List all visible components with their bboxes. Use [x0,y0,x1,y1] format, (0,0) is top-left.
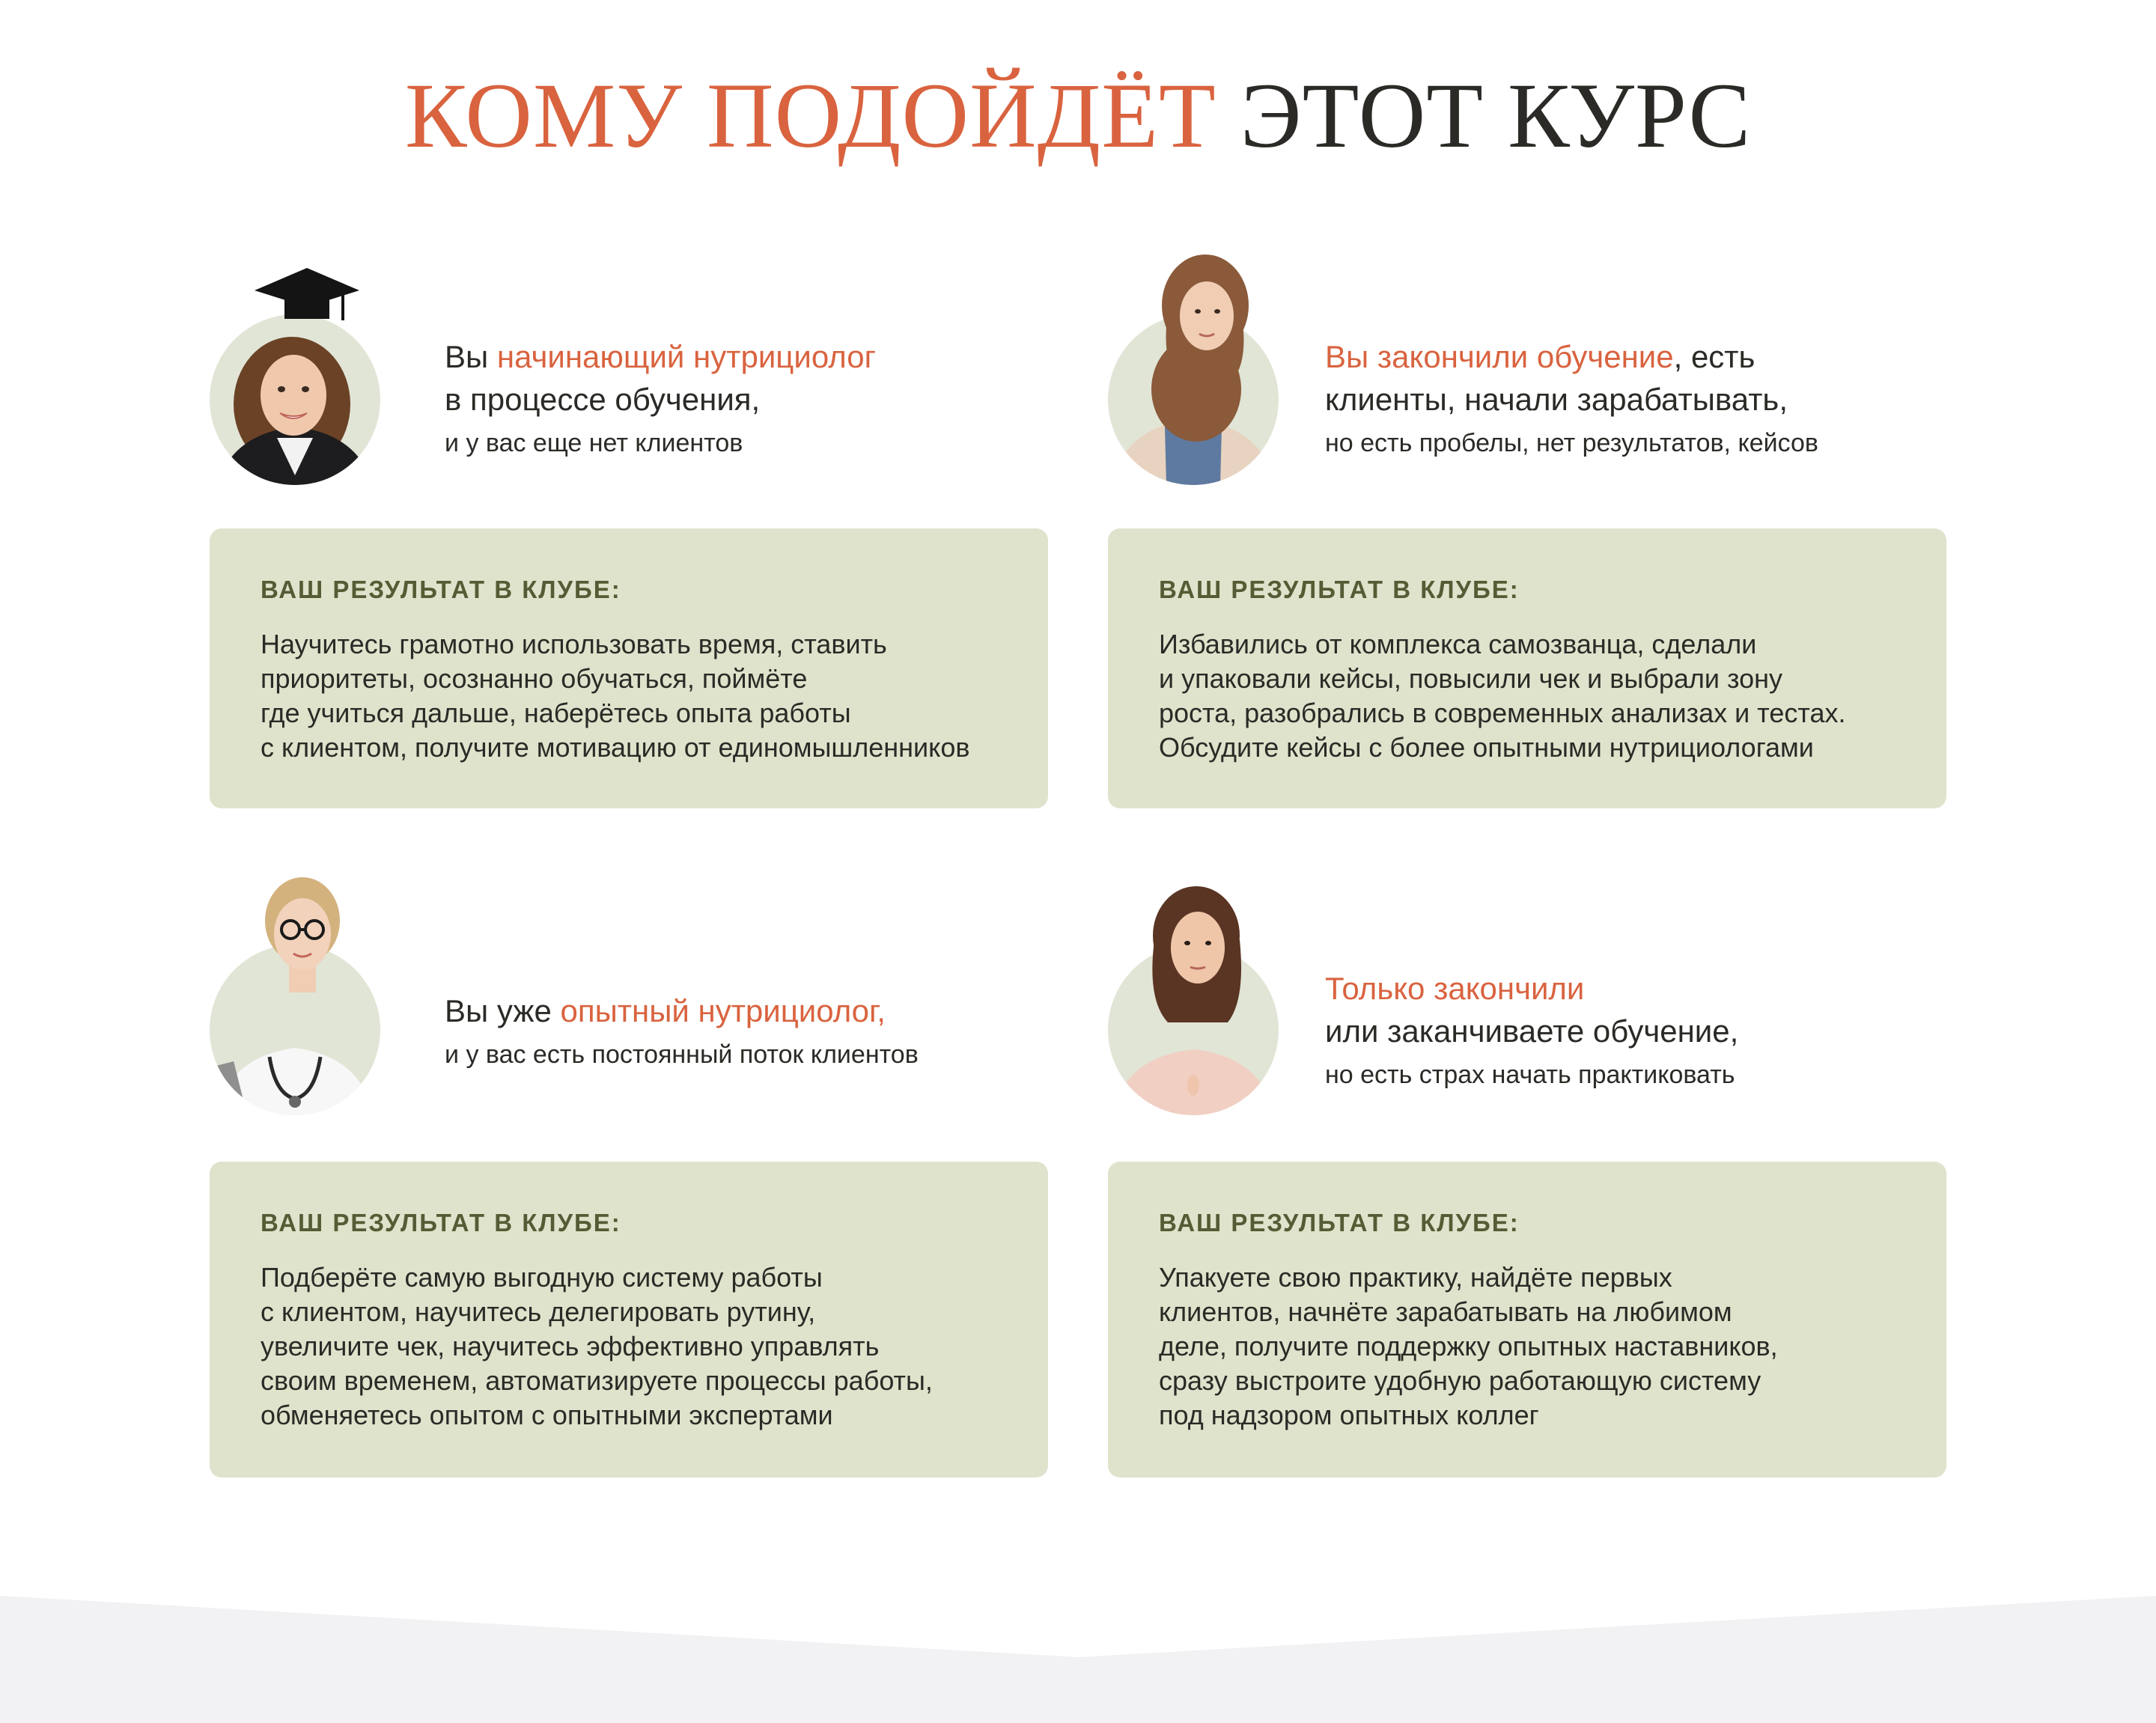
section-title [0,60,2156,172]
persona-1-lead [445,335,876,378]
avatar-background [210,314,380,485]
card-line: обменяетесь опытом с опытными экспертами [261,1400,833,1430]
card-label: ВАШ РЕЗУЛЬТАТ В КЛУБЕ: [1159,576,1520,603]
persona-3-text [445,989,919,1074]
title-rest: ЭТОТ КУРС [1240,64,1752,167]
persona-3-lead [445,989,919,1032]
lead-highlight: Вы закончили обучение [1325,339,1674,374]
card-line: где учиться дальше, наберётесь опыта работы [261,698,851,728]
card-line: сразу выстроите удобную работающую систему [1159,1365,1761,1396]
persona-4-lead-line2: или заканчиваете обучение, [1325,1013,1739,1049]
persona-4-sub: но есть страх начать практиковать [1325,1061,1735,1089]
lead-text: Вы [445,339,497,374]
card-line: Упакуете свою практику, найдёте первых [1159,1262,1672,1293]
card-line: Избавились от комплекса самозванца, сделали [1159,629,1757,659]
card-line: Обсудите кейсы с более опытными нутрициологами [1159,732,1814,763]
card-line: под надзором опытных коллег [1159,1400,1539,1430]
lead-highlight: начинающий нутрициолог [496,339,876,374]
card-line: приоритеты, осознанно обучаться, поймёте [261,663,808,694]
result-card-2 [1108,528,1946,808]
persona-2-lead [1325,335,1818,378]
card-line: Подберёте самую выгодную систему работы [261,1262,823,1293]
lead-text-after: , есть [1673,339,1755,374]
card-line: деле, получите поддержку опытных наставников, [1159,1331,1778,1361]
card-label: ВАШ РЕЗУЛЬТАТ В КЛУБЕ: [261,1209,621,1236]
persona-1-lead-line2: в процессе обучения, [445,382,761,417]
graduate-woman-photo [210,314,380,485]
persona-2-sub: но есть пробелы, нет результатов, кейсов [1325,429,1818,457]
card-label: ВАШ РЕЗУЛЬТАТ В КЛУБЕ: [261,576,621,603]
result-card-3 [210,1162,1048,1477]
bottom-divider-band [0,1596,2156,1723]
card-line: увеличите чек, научитесь эффективно управлять [261,1331,880,1361]
avatar-pink-blouse [1108,945,1279,1115]
woman-head [1153,253,1250,388]
avatar-doctor [210,945,380,1115]
title-accent: КОМУ ПОДОЙДЁТ [404,64,1216,167]
persona-4-text [1325,967,1738,1094]
card-label: ВАШ РЕЗУЛЬТАТ В КЛУБЕ: [1159,1209,1520,1236]
lead-highlight: Только закончили [1325,971,1585,1006]
lead-text: Вы уже [445,993,561,1028]
lead-highlight: опытный нутрициолог, [560,993,886,1028]
woman-head [1141,880,1253,1022]
persona-3-sub: и у вас есть постоянный поток клиентов [445,1040,919,1069]
avatar-graduate [210,314,380,485]
persona-1-text [445,335,876,463]
result-card-4 [1108,1162,1946,1477]
card-line: своим временем, автоматизируете процессы работы, [261,1365,933,1396]
card-line: Научитесь грамотно использовать время, ставить [261,629,887,659]
graduation-cap-icon [255,260,359,335]
card-line: и упаковали кейсы, повысили чек и выбрали зону [1159,663,1782,694]
card-line: роста, разобрались в современных анализах и тестах. [1159,698,1846,728]
card-line: клиентов, начнёте зарабатывать на любимом [1159,1296,1732,1327]
result-card-1 [210,528,1048,808]
card-line: с клиентом, научитесь делегировать рутину, [261,1296,816,1327]
persona-1-sub: и у вас еще нет клиентов [445,429,743,457]
persona-4-lead [1325,967,1738,1010]
persona-2-text [1325,335,1818,463]
doctor-head [258,873,347,1007]
persona-2-lead-line2: клиенты, начали зарабатывать, [1325,382,1788,417]
avatar-coat-woman [1108,314,1279,485]
card-line: с клиентом, получите мотивацию от единомышленников [261,732,970,763]
